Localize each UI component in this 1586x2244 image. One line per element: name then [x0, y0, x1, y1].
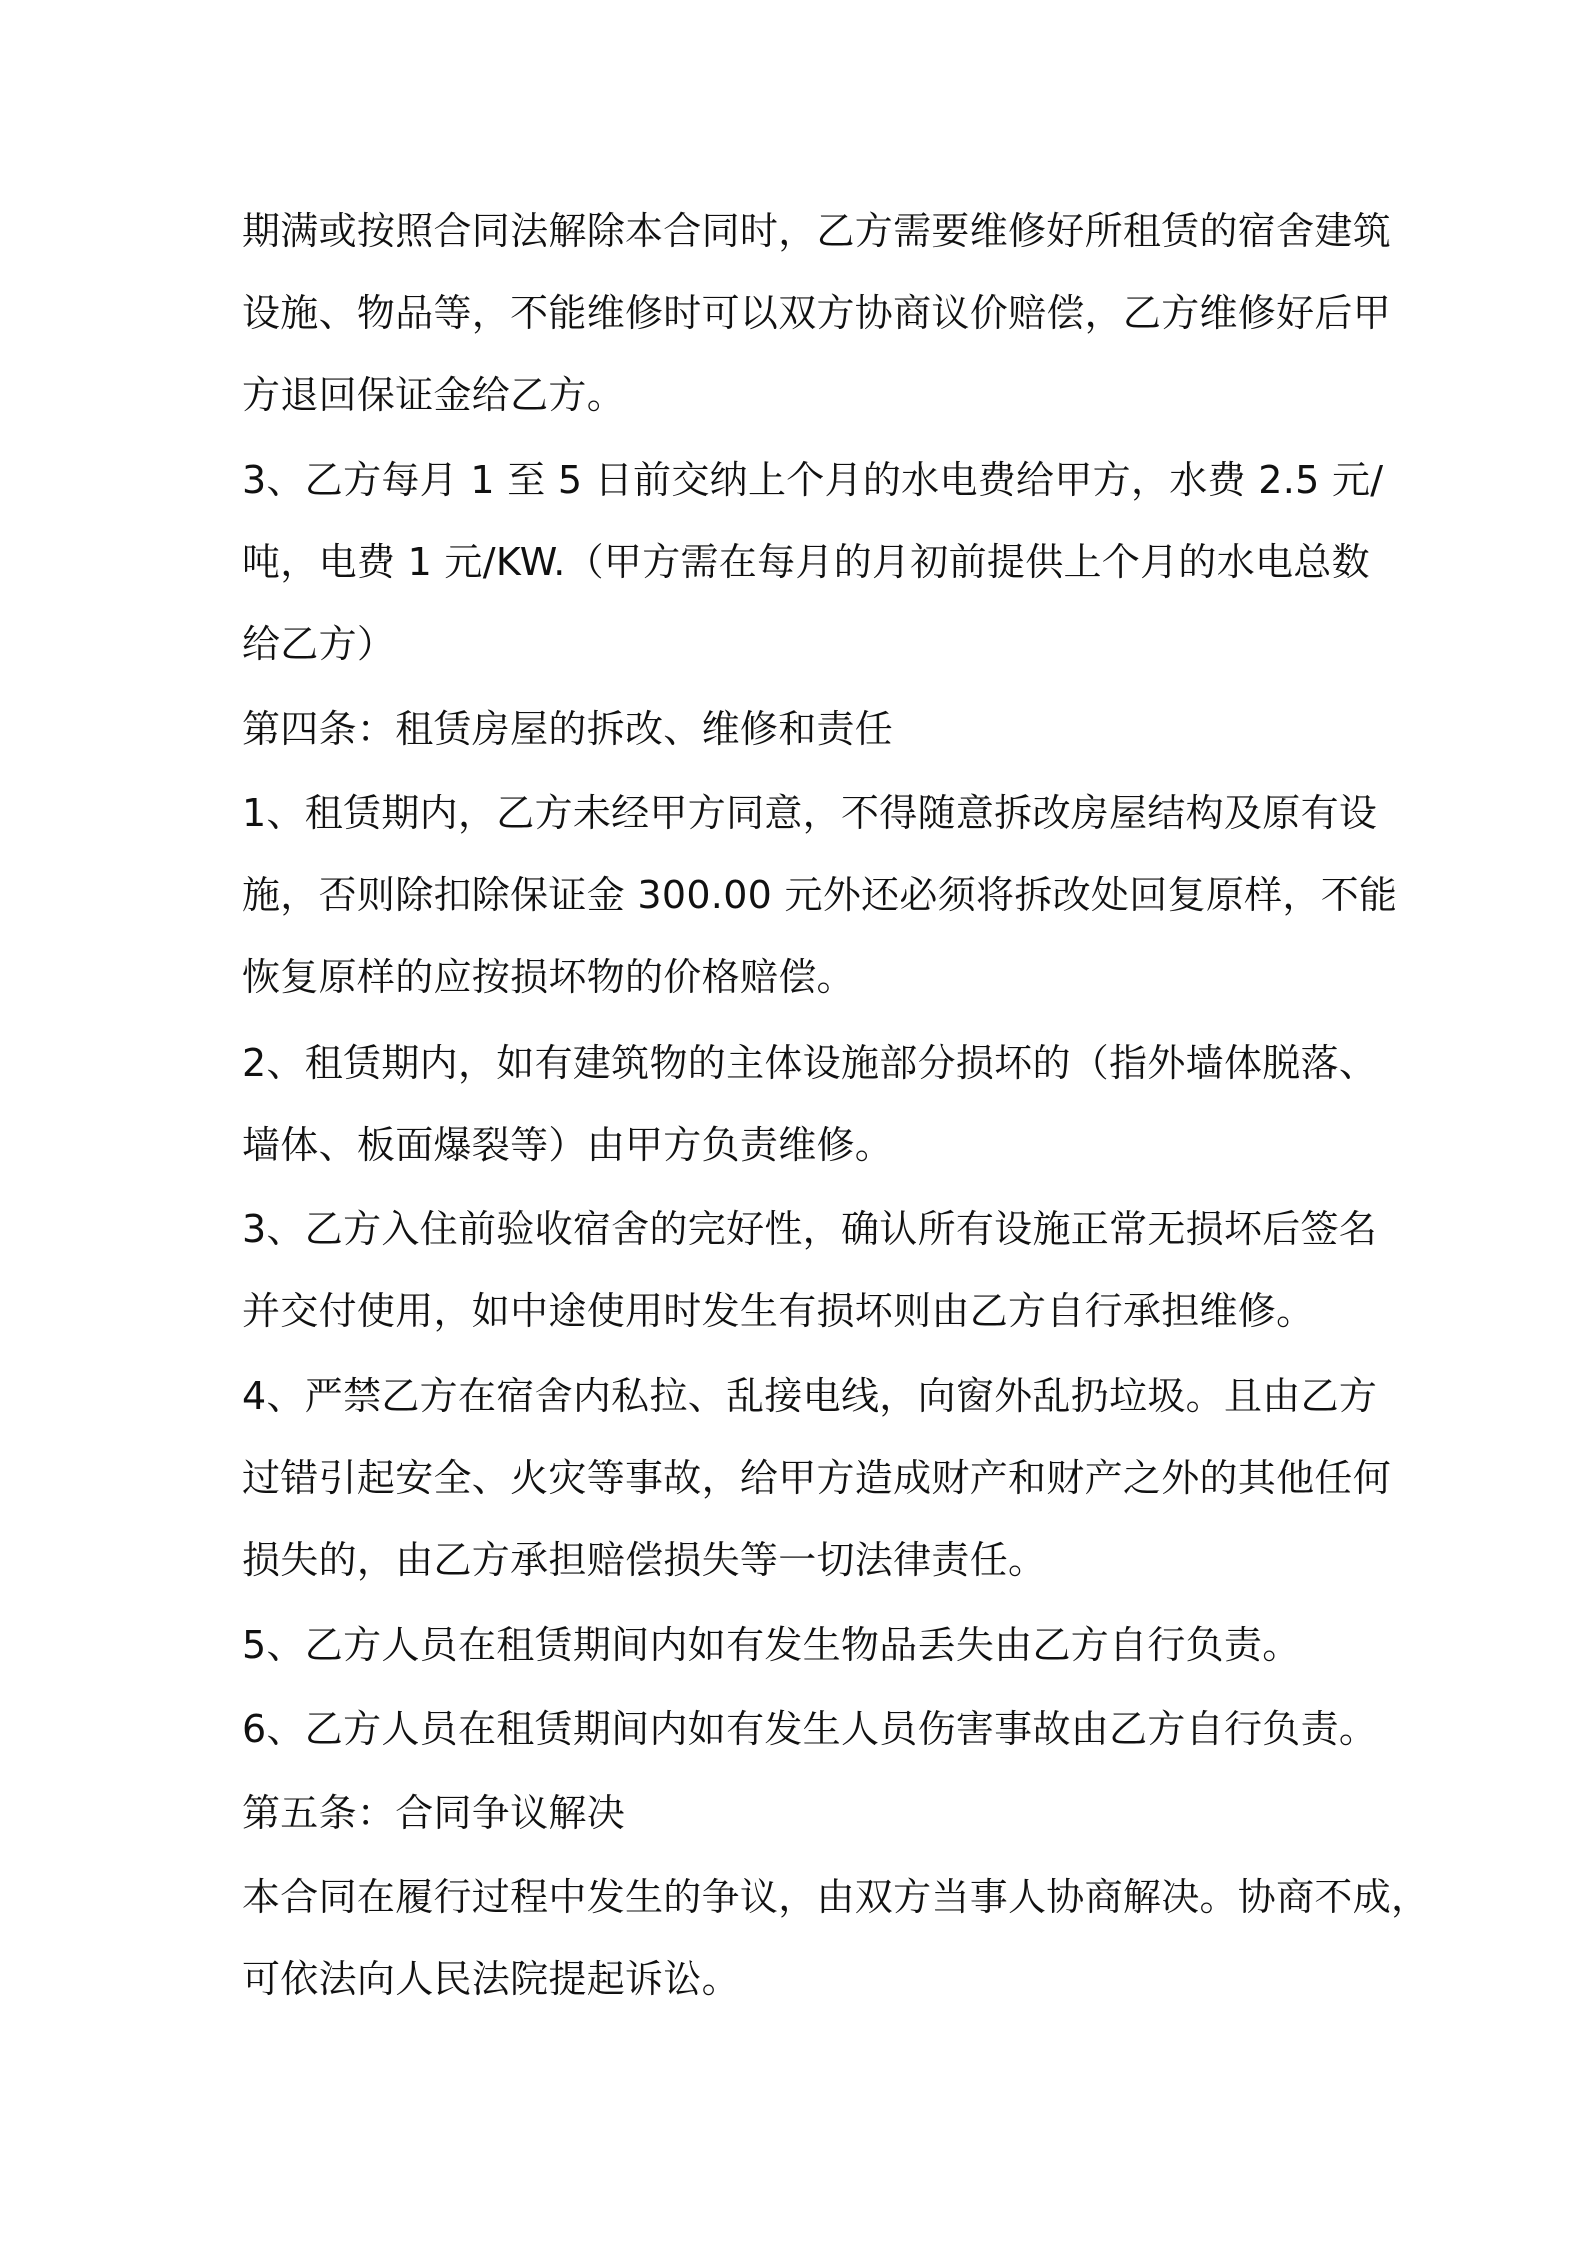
text-line: 并交付使用，如中途使用时发生有损坏则由乙方自行承担维修。 — [242, 1289, 1315, 1333]
section-heading: 第四条：租赁房屋的拆改、维修和责任 — [242, 707, 894, 751]
text-line: 方退回保证金给乙方。 — [242, 373, 626, 417]
text-line: 设施、物品等，不能维修时可以双方协商议价赔偿，乙方维修好后甲 — [242, 291, 1392, 335]
text-line: 给乙方） — [242, 622, 396, 666]
text-line: 6、乙方人员在租赁期间内如有发生人员伤害事故由乙方自行负责。 — [242, 1707, 1378, 1751]
text-line: 过错引起安全、火灾等事故，给甲方造成财产和财产之外的其他任何 — [242, 1456, 1392, 1500]
text-line: 4、严禁乙方在宿舍内私拉、乱接电线，向窗外乱扔垃圾。且由乙方 — [242, 1374, 1378, 1418]
text-line: 期满或按照合同法解除本合同时，乙方需要维修好所租赁的宿舍建筑 — [242, 209, 1392, 253]
text-line: 1、租赁期内，乙方未经甲方同意，不得随意拆改房屋结构及原有设 — [242, 791, 1378, 835]
text-line: 损失的，由乙方承担赔偿损失等一切法律责任。 — [242, 1538, 1047, 1582]
text-line: 3、乙方每月 1 至 5 日前交纳上个月的水电费给甲方，水费 2.5 元/ — [242, 458, 1384, 502]
section-heading: 第五条：合同争议解决 — [242, 1791, 626, 1835]
text-line: 2、租赁期内，如有建筑物的主体设施部分损坏的（指外墙体脱落、 — [242, 1041, 1378, 1085]
text-line: 墙体、板面爆裂等）由甲方负责维修。 — [242, 1123, 894, 1167]
text-line: 恢复原样的应按损坏物的价格赔偿。 — [242, 955, 855, 999]
text-line: 吨，电费 1 元/KW.（甲方需在每月的月初前提供上个月的水电总数 — [242, 540, 1370, 584]
text-line: 可依法向人民法院提起诉讼。 — [242, 1957, 740, 2001]
text-line: 5、乙方人员在租赁期间内如有发生物品丢失由乙方自行负责。 — [242, 1623, 1301, 1667]
text-line: 3、乙方入住前验收宿舍的完好性，确认所有设施正常无损坏后签名 — [242, 1207, 1378, 1251]
text-line: 施，否则除扣除保证金 300.00 元外还必须将拆改处回复原样，不能 — [242, 873, 1398, 917]
text-line: 本合同在履行过程中发生的争议，由双方当事人协商解决。协商不成， — [242, 1875, 1430, 1919]
